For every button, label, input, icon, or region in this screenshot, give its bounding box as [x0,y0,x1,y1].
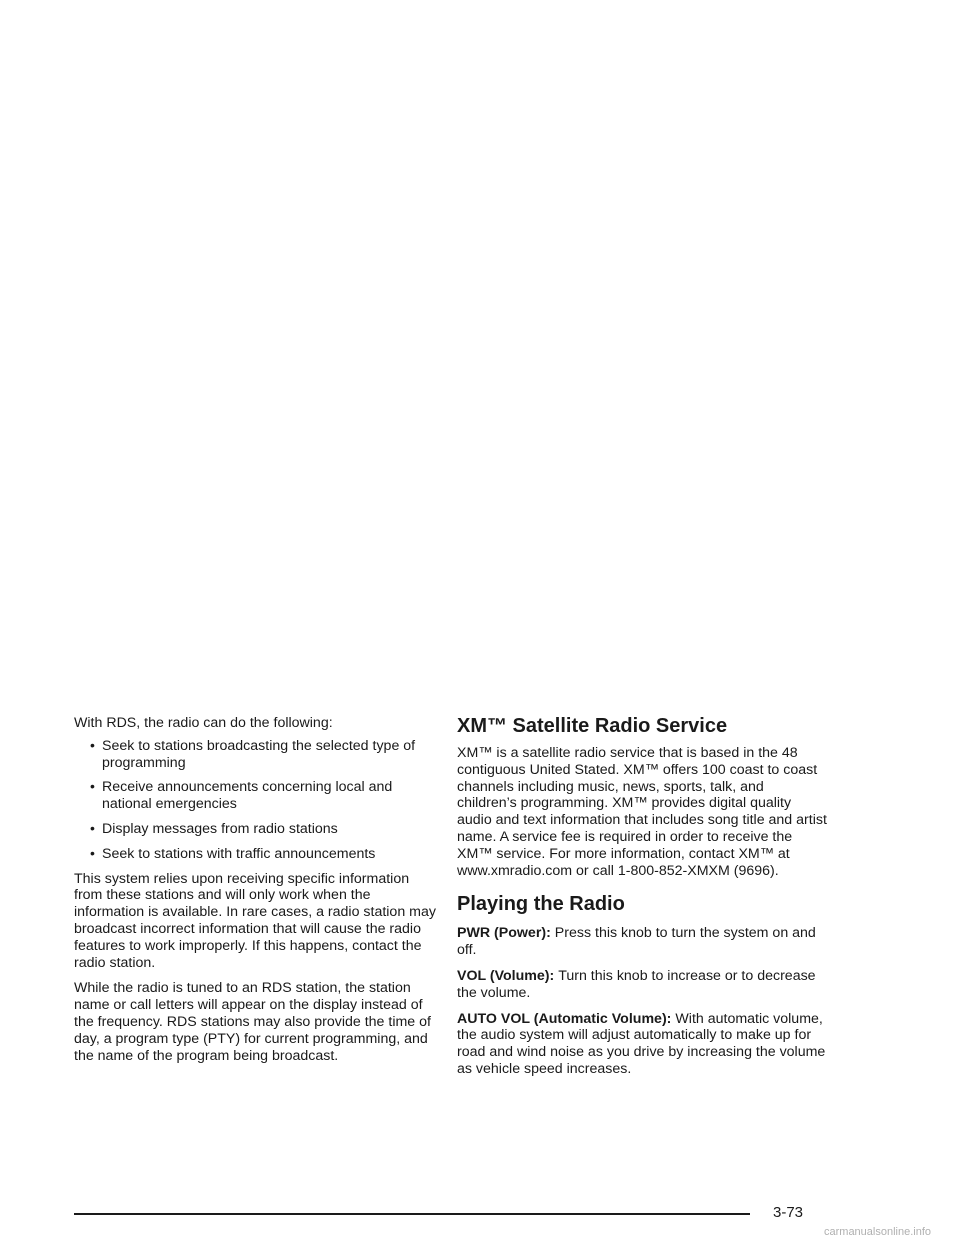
rds-intro: With RDS, the radio can do the following: [74,715,333,731]
control-auto-vol [457,1011,827,1078]
rds-feature-list [74,738,439,863]
playing-radio-heading: Playing the Radio [457,893,625,916]
page-number: 3-73 [773,1204,804,1221]
xm-paragraph: XM™ is a satellite radio service that is based in the 48 contiguous United Stated. XM™ offers 100 coast to coast channels including music, news, sports, talk, and children’s programming. XM™ provides digital quality audio and text information that includes song title and artist name. A service fee is required in order to receive the XM™ service. For more information, contact XM™ at www.xmradio.com or call 1-800-852-XMXM (9696). [457,745,827,879]
left-column [74,715,439,1073]
list-item [74,779,439,813]
control-text: Turn this knob to increase or to decrease the volume. [457,967,816,1001]
bullet-icon: • [90,736,95,753]
control-pwr [457,925,827,959]
right-column [457,715,827,1087]
control-vol [457,968,827,1002]
list-item-text: Seek to stations with traffic announcements [102,845,376,862]
list-item [74,738,439,772]
list-item-text: Receive announcements concerning local and national emergencies [102,779,393,813]
bullet-icon: • [90,778,95,795]
list-item [74,821,439,838]
rds-reliability-paragraph: This system relies upon receiving specific information from these stations and will only work when the information is available. In rare cases, a radio station may broadcast incorrect information that will cause the radio features to work improperly. If this happens, contact the radio station. [74,870,436,971]
bullet-icon: • [90,844,95,861]
control-text: With automatic volume, the audio system will adjust automatically to make up for road and wind noise as you drive by increasing the volume as vehicle speed increases. [457,1010,826,1077]
footer-rule [74,1213,750,1215]
control-term: VOL (Volume): [457,967,555,984]
watermark: carmanualsonline.info [824,1226,932,1238]
control-text: Press this knob to turn the system on and off. [457,925,816,959]
control-term: PWR (Power): [457,925,551,942]
xm-heading: XM™ Satellite Radio Service [457,715,728,737]
list-item [74,846,439,863]
rds-display-paragraph: While the radio is tuned to an RDS station, the station name or call letters will appear on the display instead of the frequency. RDS stations may also provide the time of day, a program type (PTY) for current programming, and the name of the program being broadcast. [74,980,431,1064]
list-item-text: Seek to stations broadcasting the selected type of programming [102,737,416,771]
control-term: AUTO VOL (Automatic Volume): [457,1010,672,1027]
bullet-icon: • [90,819,95,836]
list-item-text: Display messages from radio stations [102,820,338,837]
